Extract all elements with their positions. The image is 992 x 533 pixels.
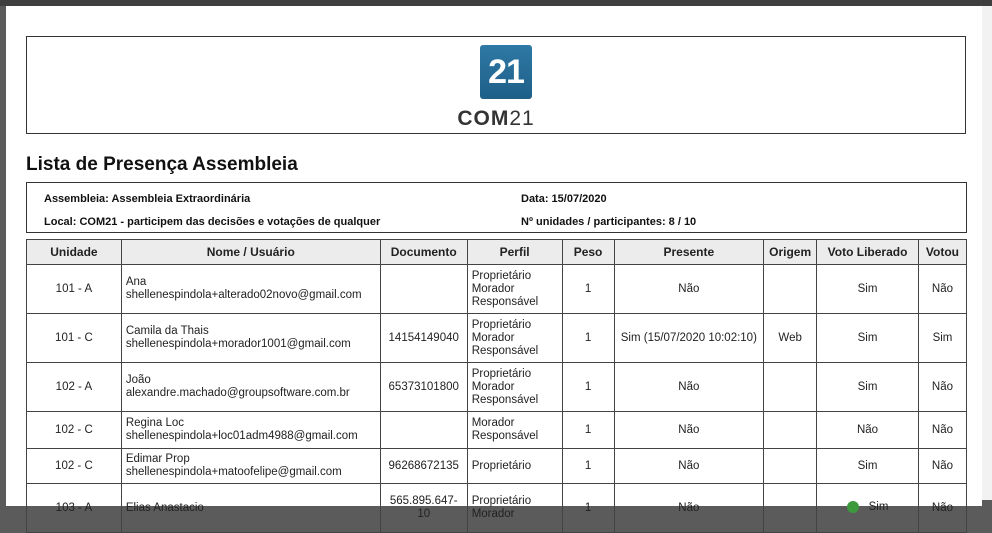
- perfil-line: Proprietário: [471, 459, 532, 472]
- col-voto-liberado[interactable]: Voto Liberado: [817, 240, 919, 265]
- cell-voto-liberado: Sim: [817, 449, 919, 484]
- cell-perfil: [467, 484, 562, 533]
- perfil-line: Responsável: [471, 295, 539, 308]
- viewer-scroll-gutter[interactable]: [982, 6, 992, 500]
- cell-unidade: 102 - A: [27, 363, 122, 412]
- col-perfil[interactable]: Perfil: [467, 240, 562, 265]
- voto-text: Sim: [868, 501, 889, 514]
- col-presente[interactable]: Presente: [614, 240, 764, 265]
- col-origem[interactable]: Origem: [764, 240, 817, 265]
- col-nome-usuario[interactable]: Nome / Usuário: [121, 240, 380, 265]
- perfil-line: Responsável: [471, 344, 539, 357]
- cell-peso: 1: [562, 412, 614, 449]
- cell-nome: [121, 449, 380, 484]
- document-page: [6, 6, 982, 520]
- cell-nome: [121, 363, 380, 412]
- cell-unidade: 102 - C: [27, 412, 122, 449]
- user-name: Ana: [125, 276, 147, 288]
- info-local: Local: COM21 - participem das decisões e votações de qualquer: [44, 216, 381, 228]
- perfil-line: Responsável: [471, 430, 539, 442]
- table-row: [27, 412, 967, 449]
- cell-unidade: 101 - C: [27, 314, 122, 363]
- user-name: Regina Loc: [125, 417, 184, 429]
- table-row: [27, 265, 967, 314]
- cell-presente: Não: [614, 449, 764, 484]
- cell-perfil: [467, 265, 562, 314]
- user-email: shellenespindola+morador1001@gmail.com: [125, 338, 351, 350]
- cell-votou: Sim: [918, 314, 966, 363]
- cell-origem: Web: [764, 314, 817, 363]
- perfil-line: Proprietário: [471, 495, 532, 507]
- table-row: [27, 363, 967, 412]
- cell-votou: Não: [918, 449, 966, 484]
- cell-nome: [121, 412, 380, 449]
- user-name: Elias Anastacio: [125, 501, 204, 514]
- user-name: Edimar Prop: [125, 453, 190, 465]
- user-name: Camila da Thais: [125, 325, 209, 337]
- perfil-line: Proprietário: [471, 367, 532, 380]
- info-data: Data: 15/07/2020: [521, 193, 607, 205]
- cell-peso: 1: [562, 363, 614, 412]
- user-name: João: [125, 374, 151, 386]
- cell-documento: 96268672135: [380, 449, 467, 484]
- cell-peso: 1: [562, 265, 614, 314]
- info-unidades: Nº unidades / participantes: 8 / 10: [521, 216, 697, 228]
- cell-documento: 14154149040: [380, 314, 467, 363]
- user-email: shellenespindola+matoofelipe@gmail.com: [125, 466, 342, 478]
- perfil-line: Proprietário: [471, 269, 532, 282]
- cell-votou: Não: [918, 265, 966, 314]
- table-header-row: [27, 240, 967, 265]
- cell-nome: [121, 314, 380, 363]
- col-votou[interactable]: Votou: [918, 240, 966, 265]
- status-dot-icon: [847, 501, 859, 513]
- com21-logo-text: [27, 107, 965, 131]
- perfil-line: Proprietário: [471, 318, 532, 331]
- cell-documento: [380, 412, 467, 449]
- table-row: [27, 449, 967, 484]
- cell-presente: Não: [614, 265, 764, 314]
- table-row: [27, 314, 967, 363]
- page-title: Lista de Presença Assembleia: [26, 154, 298, 175]
- cell-nome: [121, 265, 380, 314]
- cell-perfil: [467, 449, 562, 484]
- cell-voto-liberado: Sim: [817, 363, 919, 412]
- cell-presente: Não: [614, 484, 764, 533]
- cell-origem: [764, 363, 817, 412]
- cell-presente: Não: [614, 363, 764, 412]
- cell-presente: Sim (15/07/2020 10:02:10): [614, 314, 764, 363]
- cell-perfil: [467, 412, 562, 449]
- perfil-line: Morador: [471, 282, 515, 295]
- cell-origem: [764, 484, 817, 533]
- perfil-line: Morador: [471, 417, 515, 429]
- cell-voto-liberado: Sim: [817, 314, 919, 363]
- cell-votou: Não: [918, 484, 966, 533]
- cell-peso: 1: [562, 449, 614, 484]
- user-email: shellenespindola+loc01adm4988@gmail.com: [125, 430, 358, 442]
- cell-perfil: [467, 363, 562, 412]
- col-documento[interactable]: Documento: [380, 240, 467, 265]
- cell-origem: [764, 265, 817, 314]
- cell-documento: 565.895.647-10: [380, 484, 467, 533]
- perfil-line: Responsável: [471, 393, 539, 406]
- perfil-line: Morador: [471, 331, 515, 344]
- user-email: shellenespindola+alterado02novo@gmail.com: [125, 289, 362, 301]
- cell-origem: [764, 412, 817, 449]
- col-unidade[interactable]: Unidade: [27, 240, 122, 265]
- cell-nome: [121, 484, 380, 533]
- logo-header-box: [26, 36, 966, 134]
- cell-peso: 1: [562, 484, 614, 533]
- cell-presente: Não: [614, 412, 764, 449]
- cell-peso: 1: [562, 314, 614, 363]
- com21-logo-icon: 21: [480, 45, 532, 99]
- user-email: alexandre.machado@groupsoftware.com.br: [125, 387, 350, 399]
- col-peso[interactable]: Peso: [562, 240, 614, 265]
- cell-votou: Não: [918, 363, 966, 412]
- cell-voto-liberado: Sim: [817, 265, 919, 314]
- cell-unidade: 101 - A: [27, 265, 122, 314]
- cell-voto-liberado: Não: [817, 412, 919, 449]
- cell-voto-liberado: [817, 484, 919, 533]
- brand-light: 21: [509, 107, 535, 130]
- cell-unidade: 102 - C: [27, 449, 122, 484]
- perfil-line: Morador: [471, 380, 515, 393]
- assembly-info-box: [26, 182, 967, 233]
- cell-votou: Não: [918, 412, 966, 449]
- cell-unidade: 103 - A: [27, 484, 122, 533]
- cell-documento: [380, 265, 467, 314]
- cell-documento: 65373101800: [380, 363, 467, 412]
- info-assembleia: Assembleia: Assembleia Extraordinária: [44, 193, 251, 205]
- table-row: [27, 484, 967, 533]
- attendance-table: [26, 239, 967, 533]
- cell-origem: [764, 449, 817, 484]
- cell-perfil: [467, 314, 562, 363]
- perfil-line: Morador: [471, 508, 515, 520]
- brand-bold: COM: [457, 107, 510, 130]
